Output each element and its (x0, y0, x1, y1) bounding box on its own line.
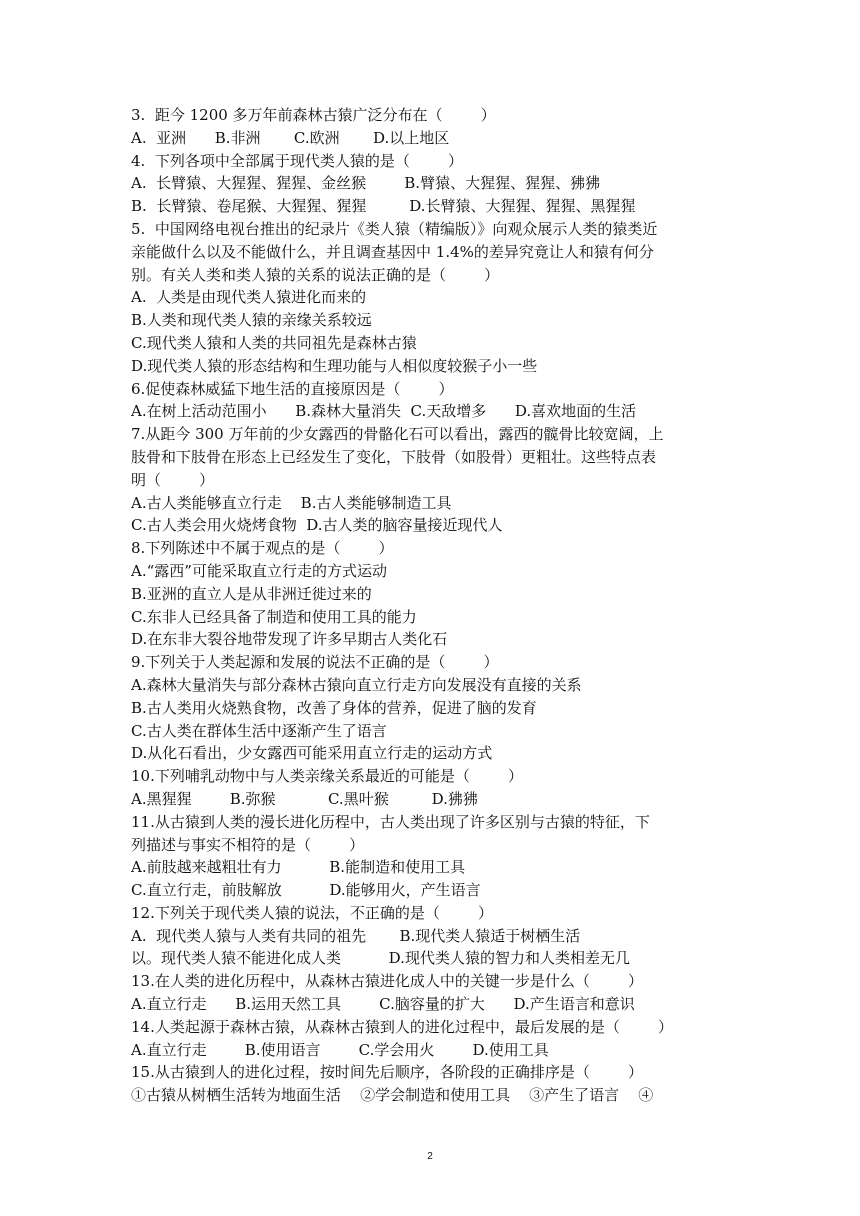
text-line: D.现代类人猿的形态结构和生理功能与人相似度较猴子小一些 (131, 356, 538, 375)
text-line: 6.促使森林威猛下地生活的直接原因是（ ） (131, 379, 454, 398)
text-line: B.古人类用火烧熟食物，改善了身体的营养，促进了脑的发育 (131, 698, 537, 717)
text-line: D.从化石看出，少女露西可能采用直立行走的运动方式 (131, 744, 493, 763)
text-line: A. 人类是由现代类人猿进化而来的 (131, 288, 367, 307)
text-line: C.直立行走，前肢解放 D.能够用火，产生语言 (131, 881, 481, 900)
text-line: 14.人类起源于森林古猿，从森林古猿到人的进化过程中，最后发展的是（ ） (131, 1017, 674, 1036)
text-line: 12.下列关于现代类人猿的说法，不正确的是（ ） (131, 903, 494, 922)
text-line: B.人类和现代类人猿的亲缘关系较远 (131, 311, 372, 330)
text-line: D.在东非大裂谷地带发现了许多早期古人类化石 (131, 630, 448, 649)
text-line: 亲能做什么以及不能做什么，并且调查基因中 1.4%的差异究竟让人和猿有何分 (131, 242, 654, 261)
text-line: A.在树上活动范围小 B.森林大量消失 C.天敌增多 D.喜欢地面的生活 (131, 402, 637, 421)
text-line: A. 亚洲 B.非洲 C.欧洲 D.以上地区 (131, 128, 450, 147)
text-line: C.古人类在群体生活中逐渐产生了语言 (131, 721, 387, 740)
text-line: 明（ ） (131, 470, 215, 489)
text-line: 3. 距今 1200 多万年前森林古猿广泛分布在（ ） (131, 106, 496, 124)
text-line: 13.在人类的进化历程中，从森林古猿进化成人中的关键一步是什么（ ） (131, 972, 644, 991)
text-line: A.前肢越来越粗壮有力 B.能制造和使用工具 (131, 858, 466, 877)
question-text-block (131, 104, 741, 1107)
text-line: 8.下列陈述中不属于观点的是（ ） (131, 539, 394, 558)
text-line: 以。现代类人猿不能进化成人类 D.现代类人猿的智力和人类相差无几 (131, 949, 630, 968)
text-line: 7.从距今 300 万年前的少女露西的骨骼化石可以看出，露西的髋骨比较宽阔，上 (131, 425, 664, 444)
text-line: 列描述与事实不相符的是（ ） (131, 835, 365, 854)
text-line: A.森林大量消失与部分森林古猿向直立行走方向发展没有直接的关系 (131, 675, 582, 694)
text-line: ①古猿从树栖生活转为地面生活 ②学会制造和使用工具 ③产生了语言 ④ (131, 1086, 654, 1105)
text-line: 5. 中国网络电视台推出的纪录片《类人猿（精编版）》向观众展示人类的猿类近 (131, 219, 658, 238)
text-line: A. 现代类人猿与人类有共同的祖先 B.现代类人猿适于树栖生活 (131, 926, 581, 945)
text-line: A.黑猩猩 B.弥猴 C.黑叶猴 D.狒狒 (131, 789, 478, 808)
text-line: A.直立行走 B.使用语言 C.学会用火 D.使用工具 (131, 1040, 549, 1059)
text-line: 别。有关人类和类人猿的关系的说法正确的是（ ） (131, 265, 500, 284)
text-line: 15.从古猿到人的进化过程，按时间先后顺序，各阶段的正确排序是（ ） (131, 1063, 644, 1082)
text-line: C.古人类会用火烧烤食物 D.古人类的脑容量接近现代人 (131, 516, 503, 535)
text-line: A.直立行走 B.运用天然工具 C.脑容量的扩大 D.产生语言和意识 (131, 995, 635, 1014)
text-line: 肢骨和下肢骨在形态上已经发生了变化，下肢骨（如股骨）更粗壮。这些特点表 (131, 447, 657, 466)
text-line: 10.下列哺乳动物中与人类亲缘关系最近的可能是（ ） (131, 767, 524, 786)
text-line: 9.下列关于人类起源和发展的说法不正确的是（ ） (131, 653, 499, 672)
text-line: B. 长臂猿、卷尾猴、大猩猩、猩猩 D.长臂猿、大猩猩、猩猩、黑猩猩 (131, 197, 636, 216)
text-line: C.现代类人猿和人类的共同祖先是森林古猿 (131, 333, 417, 352)
text-line: A.古人类能够直立行走 B.古人类能够制造工具 (131, 493, 452, 512)
text-line: A.“露西”可能采取直立行走的方式运动 (131, 561, 387, 580)
text-line: 11.从古猿到人类的漫长进化历程中，古人类出现了许多区别与古猿的特征，下 (131, 812, 650, 831)
text-line: 4. 下列各项中全部属于现代类人猿的是（ ） (131, 151, 463, 170)
text-line: C.东非人已经具备了制造和使用工具的能力 (131, 607, 417, 626)
text-line: B.亚洲的直立人是从非洲迁徙过来的 (131, 584, 372, 603)
text-line: A. 长臂猿、大猩猩、猩猩、金丝猴 B.臂猿、大猩猩、猩猩、狒狒 (131, 174, 601, 193)
page-number: 2 (427, 1151, 433, 1162)
